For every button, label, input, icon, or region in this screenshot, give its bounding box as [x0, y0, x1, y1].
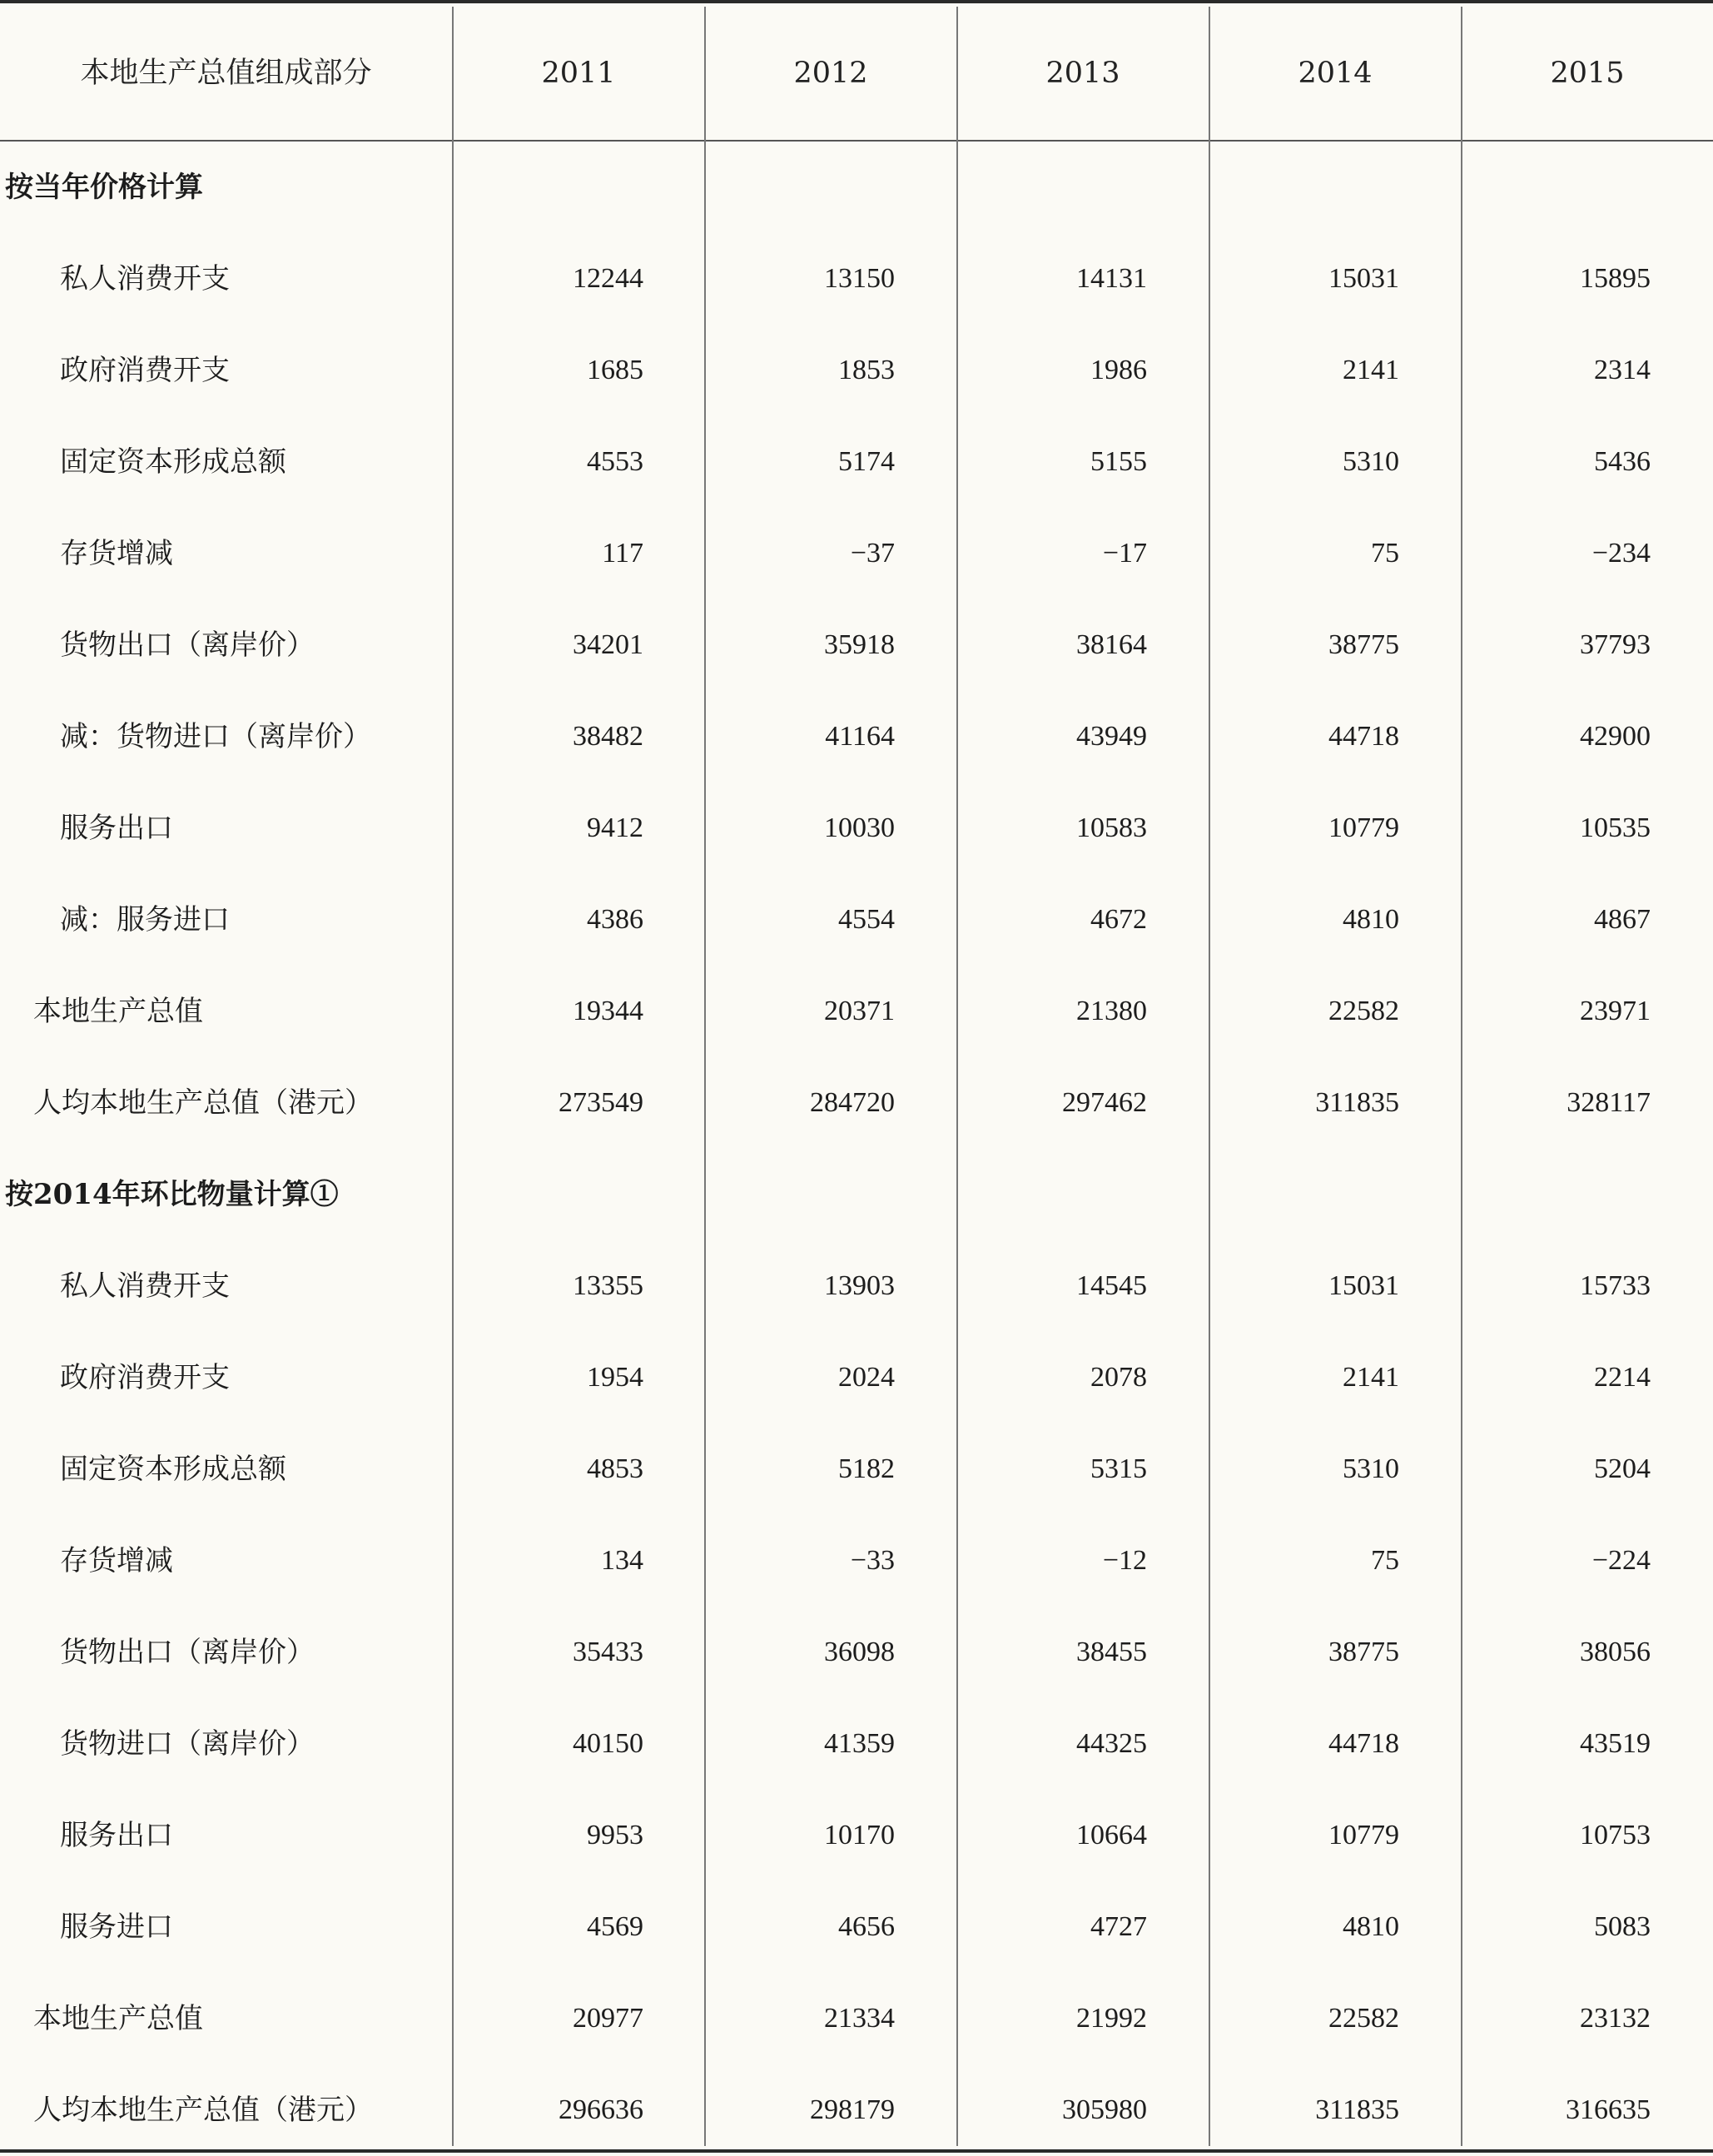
value-cell-2014: 44718: [1328, 721, 1399, 752]
value-cell-2015: 5083: [1594, 1911, 1651, 1942]
row-label: 服务进口: [60, 1910, 173, 1944]
value-cell-2011: 4853: [587, 1453, 643, 1484]
row-label: 减：服务进口: [60, 903, 230, 936]
value-cell-2013: 10583: [1076, 812, 1147, 843]
value-cell-2012: 5174: [838, 446, 895, 477]
value-cell-2015: 5204: [1594, 1453, 1651, 1484]
value-cell-2013: 14545: [1076, 1270, 1147, 1301]
value-cell-2014: 22582: [1328, 996, 1399, 1026]
value-cell-2012: 1853: [838, 355, 895, 385]
table-row: [0, 416, 1713, 508]
value-cell-2011: 273549: [559, 1087, 643, 1118]
value-cell-2012: 4554: [838, 904, 895, 935]
row-label: 私人消费开支: [60, 262, 230, 296]
value-cell-2013: 43949: [1076, 721, 1147, 752]
header-label-cell: 本地生产总值组成部分: [80, 57, 372, 90]
value-cell-2013: 305980: [1062, 2094, 1147, 2125]
value-cell-2012: −33: [850, 1545, 895, 1576]
row-label: 本地生产总值: [33, 2002, 203, 2035]
value-cell-2012: 298179: [810, 2094, 895, 2125]
value-cell-2014: 15031: [1328, 263, 1399, 294]
value-cell-2012: 10170: [824, 1820, 895, 1850]
value-cell-2011: 134: [601, 1545, 643, 1576]
value-cell-2015: 23132: [1580, 2003, 1651, 2034]
row-label: 私人消费开支: [60, 1269, 230, 1303]
value-cell-2013: 21992: [1076, 2003, 1147, 2034]
table-row: [0, 1698, 1713, 1790]
row-label: 人均本地生产总值（港元）: [33, 1086, 373, 1120]
row-label: 服务出口: [60, 1819, 173, 1852]
value-cell-2014: 44718: [1328, 1728, 1399, 1759]
value-cell-2012: 10030: [824, 812, 895, 843]
value-cell-2012: 41359: [824, 1728, 895, 1759]
value-cell-2015: 10753: [1580, 1820, 1651, 1850]
table-row: [0, 1423, 1713, 1515]
value-cell-2015: 15895: [1580, 263, 1651, 294]
table-row: [0, 233, 1713, 325]
value-cell-2014: 75: [1371, 1545, 1399, 1576]
value-cell-2014: 10779: [1328, 812, 1399, 843]
row-label: 货物出口（离岸价）: [60, 628, 315, 662]
value-cell-2013: 38164: [1076, 629, 1147, 660]
row-label: 减：货物进口（离岸价）: [60, 720, 371, 753]
value-cell-2011: 19344: [573, 996, 643, 1026]
value-cell-2011: 1954: [587, 1362, 643, 1393]
value-cell-2011: 1685: [587, 355, 643, 385]
header-year-2012: 2012: [793, 57, 868, 90]
value-cell-2011: 4569: [587, 1911, 643, 1942]
table-row: [0, 874, 1713, 966]
table-row: [0, 1790, 1713, 1881]
value-cell-2015: 5436: [1594, 446, 1651, 477]
value-cell-2011: 296636: [559, 2094, 643, 2125]
value-cell-2015: 43519: [1580, 1728, 1651, 1759]
value-cell-2013: 4672: [1090, 904, 1147, 935]
value-cell-2015: −234: [1591, 538, 1651, 569]
value-cell-2013: 21380: [1076, 996, 1147, 1026]
row-label: 货物进口（离岸价）: [60, 1727, 315, 1761]
value-cell-2013: 10664: [1076, 1820, 1147, 1850]
header-year-2014: 2014: [1298, 57, 1373, 90]
value-cell-2014: 2141: [1343, 1362, 1399, 1393]
table-row: [0, 1515, 1713, 1607]
value-cell-2012: 2024: [838, 1362, 895, 1393]
header-year-2013: 2013: [1045, 57, 1120, 90]
value-cell-2011: 117: [602, 538, 643, 569]
value-cell-2011: 12244: [573, 263, 643, 294]
value-cell-2011: 13355: [573, 1270, 643, 1301]
table-row: [0, 508, 1713, 599]
value-cell-2013: −12: [1102, 1545, 1147, 1576]
value-cell-2013: 5155: [1090, 446, 1147, 477]
value-cell-2014: 75: [1371, 538, 1399, 569]
value-cell-2014: 2141: [1343, 355, 1399, 385]
table-row: [0, 599, 1713, 691]
total-row: [0, 2064, 1713, 2156]
section-row: [0, 142, 1713, 233]
row-label: 存货增减: [60, 1544, 173, 1577]
table-header: [0, 7, 1713, 142]
value-cell-2011: 4553: [587, 446, 643, 477]
row-label: 货物出口（离岸价）: [60, 1636, 315, 1669]
table-row: [0, 782, 1713, 874]
value-cell-2014: 22582: [1328, 2003, 1399, 2034]
value-cell-2013: 2078: [1090, 1362, 1147, 1393]
value-cell-2011: 20977: [573, 2003, 643, 2034]
table-row: [0, 1607, 1713, 1698]
value-cell-2015: −224: [1591, 1545, 1651, 1576]
value-cell-2015: 2214: [1594, 1362, 1651, 1393]
value-cell-2015: 38056: [1580, 1637, 1651, 1667]
row-label: 按2014年环比物量计算①: [5, 1178, 339, 1211]
value-cell-2012: 20371: [824, 996, 895, 1026]
value-cell-2012: 36098: [824, 1637, 895, 1667]
value-cell-2011: 9412: [587, 812, 643, 843]
value-cell-2012: 13150: [824, 263, 895, 294]
value-cell-2014: 15031: [1328, 1270, 1399, 1301]
header-year-2015: 2015: [1550, 57, 1625, 90]
value-cell-2014: 38775: [1328, 629, 1399, 660]
row-label: 固定资本形成总额: [60, 1453, 286, 1486]
value-cell-2013: 1986: [1090, 355, 1147, 385]
value-cell-2014: 4810: [1343, 1911, 1399, 1942]
header-year-2011: 2011: [541, 57, 616, 90]
value-cell-2014: 5310: [1343, 1453, 1399, 1484]
value-cell-2013: 4727: [1090, 1911, 1147, 1942]
value-cell-2012: 41164: [825, 721, 895, 752]
value-cell-2015: 4867: [1594, 904, 1651, 935]
value-cell-2015: 23971: [1580, 996, 1651, 1026]
value-cell-2015: 10535: [1580, 812, 1651, 843]
table-row: [0, 691, 1713, 782]
value-cell-2014: 38775: [1328, 1637, 1399, 1667]
value-cell-2015: 15733: [1580, 1270, 1651, 1301]
value-cell-2014: 311835: [1315, 2094, 1399, 2125]
table-row: [0, 1881, 1713, 1973]
value-cell-2015: 2314: [1594, 355, 1651, 385]
section-row: [0, 1149, 1713, 1240]
table-row: [0, 325, 1713, 416]
value-cell-2012: 13903: [824, 1270, 895, 1301]
table-row: [0, 1240, 1713, 1332]
value-cell-2011: 34201: [573, 629, 643, 660]
row-label: 按当年价格计算: [5, 171, 203, 204]
value-cell-2015: 37793: [1580, 629, 1651, 660]
value-cell-2013: 38455: [1076, 1637, 1147, 1667]
row-label: 人均本地生产总值（港元）: [33, 2094, 373, 2127]
value-cell-2012: 5182: [838, 1453, 895, 1484]
value-cell-2012: 21334: [824, 2003, 895, 2034]
value-cell-2014: 4810: [1343, 904, 1399, 935]
row-label: 存货增减: [60, 537, 173, 570]
total-row: [0, 1973, 1713, 2064]
value-cell-2011: 9953: [587, 1820, 643, 1850]
value-cell-2015: 328117: [1567, 1087, 1651, 1118]
value-cell-2013: 297462: [1062, 1087, 1147, 1118]
total-row: [0, 1057, 1713, 1149]
value-cell-2011: 35433: [573, 1637, 643, 1667]
value-cell-2015: 42900: [1580, 721, 1651, 752]
value-cell-2014: 311835: [1315, 1087, 1399, 1118]
total-row: [0, 966, 1713, 1057]
value-cell-2013: 44325: [1076, 1728, 1147, 1759]
value-cell-2012: 4656: [838, 1911, 895, 1942]
row-label: 固定资本形成总额: [60, 445, 286, 479]
value-cell-2011: 40150: [573, 1728, 643, 1759]
row-label: 政府消费开支: [60, 1361, 230, 1394]
row-label: 本地生产总值: [33, 995, 203, 1028]
value-cell-2012: 35918: [824, 629, 895, 660]
value-cell-2013: −17: [1102, 538, 1147, 569]
value-cell-2011: 38482: [573, 721, 643, 752]
value-cell-2011: 4386: [587, 904, 643, 935]
table-row: [0, 1332, 1713, 1423]
value-cell-2012: 284720: [810, 1087, 895, 1118]
value-cell-2013: 5315: [1090, 1453, 1147, 1484]
value-cell-2014: 10779: [1328, 1820, 1399, 1850]
value-cell-2015: 316635: [1566, 2094, 1651, 2125]
value-cell-2014: 5310: [1343, 446, 1399, 477]
value-cell-2013: 14131: [1076, 263, 1147, 294]
row-label: 服务出口: [60, 812, 173, 845]
value-cell-2012: −37: [850, 538, 895, 569]
row-label: 政府消费开支: [60, 354, 230, 387]
